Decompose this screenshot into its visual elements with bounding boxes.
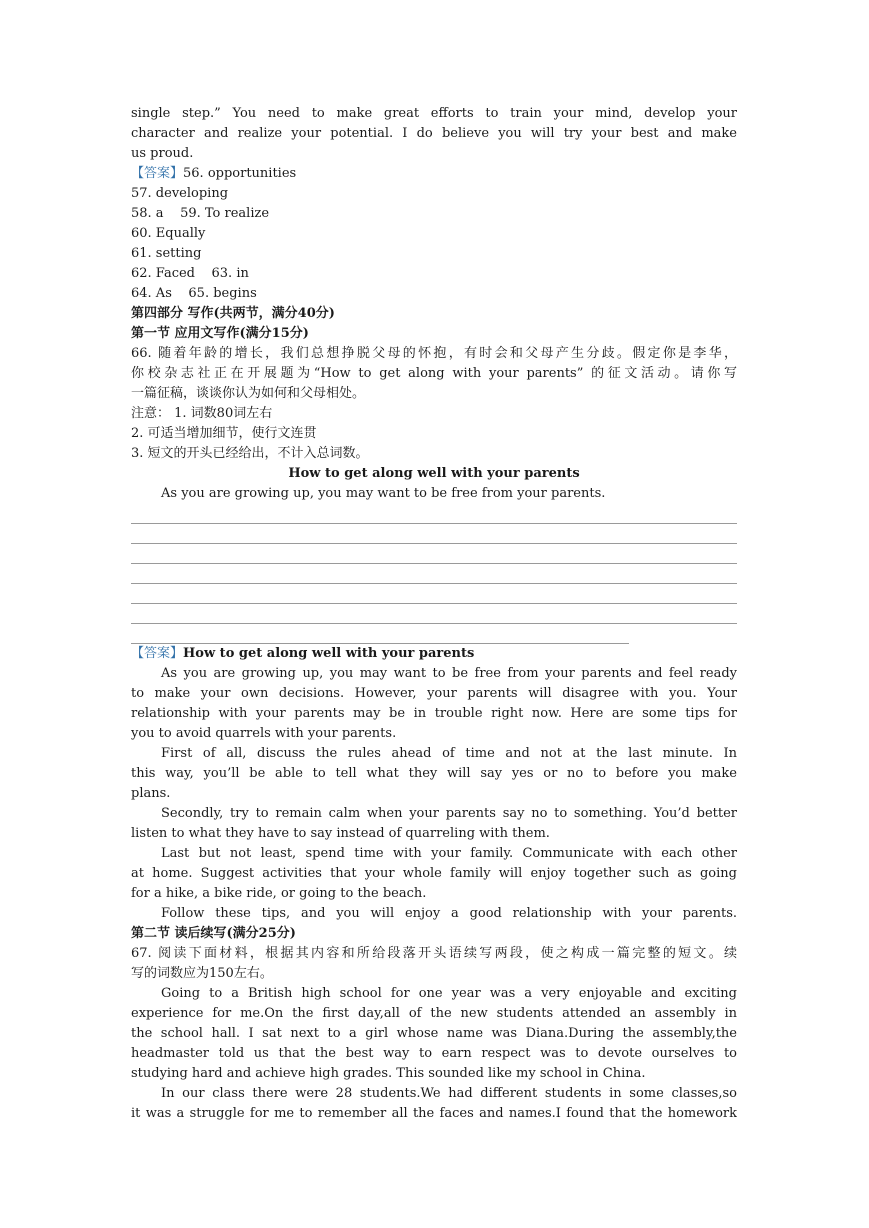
answer-essay-title: How to get along well with your parents <box>183 646 475 661</box>
essay-opening: As you are growing up, you may want to be free from your parents. <box>161 486 606 501</box>
writing-line <box>131 604 737 624</box>
essay-line: Last but not least, spend time with your family. Communicate with each other <box>161 846 737 861</box>
answer-line <box>131 164 737 184</box>
answer-62-63: 62. Faced 63. in <box>131 266 249 281</box>
essay-title: How to get along well with your parents <box>288 466 580 481</box>
story-line: headmaster told us that the best way to earn respect was to devote ourselves to <box>131 1046 737 1061</box>
essay-line: you to avoid quarrels with your parents. <box>131 726 397 741</box>
essay-line: First of all, discuss the rules ahead of time and not at the last minute. In <box>161 746 737 761</box>
note-line: 3. 短文的开头已经给出，不计入总词数。 <box>131 446 369 461</box>
note-line: 2. 可适当增加细节，使行文连贯 <box>131 426 317 441</box>
answer-title-line <box>131 644 737 664</box>
essay-line: this way, you’ll be able to tell what they will say yes or no to before you make <box>131 766 737 781</box>
question-66-line: 一篇征稿，谈谈你认为如何和父母相处。 <box>131 386 366 401</box>
passage-line: character and realize your potential. I do believe you will try your best and make <box>131 126 737 141</box>
answer-58-59: 58. a 59. To realize <box>131 206 270 221</box>
section2-heading: 第二节 读后续写(满分25分) <box>131 926 296 941</box>
passage-line: us proud. <box>131 146 194 161</box>
writing-line <box>131 544 737 564</box>
answer-tag: 【答案】 <box>131 646 184 661</box>
section1-heading: 第一节 应用文写作(满分15分) <box>131 326 309 341</box>
essay-line: at home. Suggest activities that your whole family will enjoy together such as going <box>131 866 737 881</box>
question-66-line: 你校杂志社正在开展题为“How to get along with your parents” 的征文活动。请你写 <box>131 366 737 381</box>
document-page <box>131 104 737 1124</box>
story-line: studying hard and achieve high grades. This sounded like my school in China. <box>131 1066 646 1081</box>
writing-line <box>131 564 737 584</box>
essay-line: As you are growing up, you may want to be free from your parents and feel ready <box>161 666 737 681</box>
essay-line: Secondly, try to remain calm when your parents say no to something. You’d better <box>161 806 737 821</box>
answer-tag: 【答案】 <box>131 166 184 181</box>
story-line: it was a struggle for me to remember all the faces and names.I found that the homework <box>131 1106 737 1121</box>
question-66-line: 66. 随着年龄的增长，我们总想挣脱父母的怀抱，有时会和父母产生分歧。假定你是李华， <box>131 346 737 361</box>
question-67-line: 67. 阅读下面材料，根据其内容和所给段落开头语续写两段，使之构成一篇完整的短文。续 <box>131 946 737 961</box>
answer-56: 56. opportunities <box>183 166 297 181</box>
essay-line: Follow these tips, and you will enjoy a good relationship with your parents. <box>161 906 737 921</box>
writing-line <box>131 584 737 604</box>
answer-64-65: 64. As 65. begins <box>131 286 257 301</box>
answer-57: 57. developing <box>131 186 229 201</box>
answer-60: 60. Equally <box>131 226 206 241</box>
story-line: In our class there were 28 students.We had different students in some classes,so <box>161 1086 737 1101</box>
writing-line <box>131 624 629 644</box>
writing-line <box>131 504 737 524</box>
essay-line: relationship with your parents may be in trouble right now. Here are some tips for <box>131 706 737 721</box>
question-67-line: 写的词数应为150左右。 <box>131 966 273 981</box>
essay-line: listen to what they have to say instead of quarreling with them. <box>131 826 550 841</box>
essay-line: to make your own decisions. However, your parents will disagree with you. Your <box>131 686 737 701</box>
story-line: Going to a British high school for one year was a very enjoyable and exciting <box>161 986 737 1001</box>
note-line: 注意： 1. 词数80词左右 <box>131 406 273 421</box>
essay-line: for a hike, a bike ride, or going to the beach. <box>131 886 427 901</box>
writing-line <box>131 524 737 544</box>
answer-61: 61. setting <box>131 246 202 261</box>
passage-line: single step.” You need to make great efforts to train your mind, develop your <box>131 106 737 121</box>
story-line: experience for me.On the first day,all of the new students attended an assembly in <box>131 1006 737 1021</box>
part4-heading: 第四部分 写作(共两节，满分40分) <box>131 306 335 321</box>
story-line: the school hall. I sat next to a girl whose name was Diana.During the assembly,the <box>131 1026 737 1041</box>
essay-line: plans. <box>131 786 171 801</box>
